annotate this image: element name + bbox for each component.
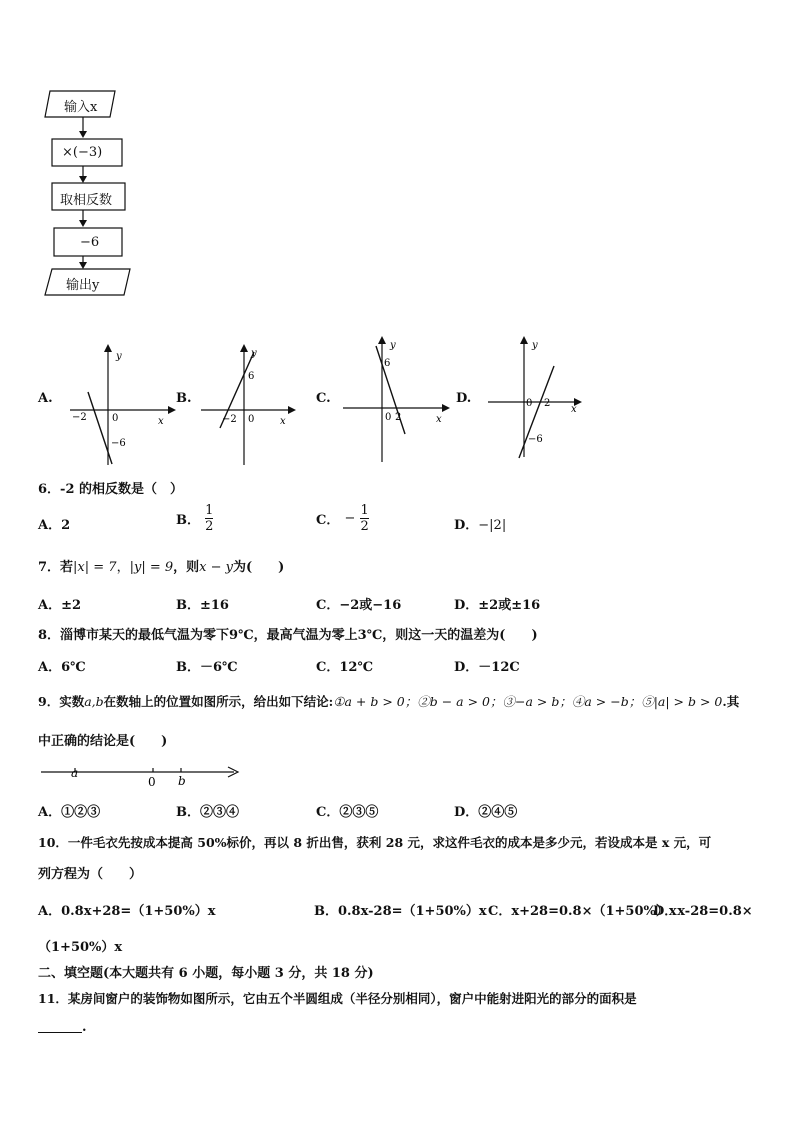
graph-c-y-label: y [390, 340, 396, 351]
q7-stem [38, 556, 284, 575]
graph-d-svg [486, 332, 591, 467]
q10-option-a: A．0.8x+28=（1+50%）x [38, 904, 216, 919]
q8-option-b: B．－6℃ [176, 660, 238, 675]
graph-b-origin: 0 [248, 414, 255, 425]
q6-option-c [316, 503, 369, 534]
q7-option-d: D．±2或±16 [454, 598, 541, 613]
graph-c-origin: 0 [385, 412, 392, 423]
q6-option-b [176, 503, 213, 534]
q9-conclusion-2: ②b − a > 0； [417, 694, 503, 709]
number-line-b: b [178, 774, 186, 788]
graph-b-x-label: x [280, 416, 286, 427]
graph-d-x-intercept: 2 [544, 398, 551, 409]
number-line-a: a [71, 766, 79, 780]
q7-stem-suffix: 为( ) [233, 560, 285, 575]
q10-option-b: B．0.8x-28=（1+50%）x [314, 904, 487, 919]
fraction-denominator: 2 [360, 519, 369, 534]
number-line-zero: 0 [148, 775, 156, 789]
q7-option-a: A．±2 [38, 598, 82, 613]
q7-option-c: C．−2或−16 [316, 598, 402, 613]
flowchart-multiply-step: ×(−3) [62, 145, 103, 160]
q9-conclusion-4: ④a > −b； [571, 694, 642, 709]
q9-prefix: 9．实数 [38, 694, 85, 709]
q6-option-d-letter: D． [454, 518, 479, 533]
flowchart-opposite-step: 取相反数 [60, 193, 113, 208]
graph-c-x-intercept: 2 [395, 412, 402, 423]
q9-option-a: A．①②③ [38, 805, 101, 820]
q10-option-d: D．x-28=0.8× [653, 904, 753, 919]
q8-stem: 8．淄博市某天的最低气温为零下9℃，最高气温为零上3℃，则这一天的温差为( ) [38, 628, 538, 643]
q9-description: 在数轴上的位置如图所示，给出如下结论: [103, 694, 334, 709]
graph-d-origin: 0 [526, 398, 533, 409]
q6-option-d-expression: −|2| [478, 518, 507, 533]
fraction-numerator: 1 [205, 503, 214, 518]
number-line-svg [38, 762, 248, 790]
graph-option-b [196, 340, 306, 470]
q9-option-b: B．②③④ [176, 805, 239, 820]
q9-option-d: D．②④⑤ [454, 805, 518, 820]
q10-stem-line1: 10．一件毛衣先按成本提高 50%标价，再以 8 折出售，获利 28 元，求这件毛衣的成本是多少元，若设成本是 x 元，可 [38, 835, 712, 850]
fraction-numerator: 1 [360, 503, 369, 518]
q11-blank-period: . [82, 1020, 87, 1035]
q6-option-c-letter: C． [316, 513, 340, 528]
graph-d-y-intercept: −6 [528, 434, 543, 445]
q9-stem-line2: 中正确的结论是( ) [38, 734, 168, 749]
q9-end: .其 [722, 694, 740, 709]
option-d-label: D. [456, 391, 472, 406]
q6-option-b-letter: B． [176, 513, 200, 528]
graph-option-a [60, 340, 180, 470]
q7-option-b: B．±16 [176, 598, 229, 613]
q6-option-a: A．2 [38, 518, 71, 533]
graph-a-x-label: x [158, 416, 164, 427]
q10-option-c: C．x+28=0.8×（1+50%）x [488, 904, 677, 919]
q7-expression: x − y [199, 560, 233, 575]
flowchart [40, 85, 150, 300]
graph-a-y-label: y [116, 351, 122, 362]
graph-b-svg [196, 340, 306, 470]
graph-a-svg [60, 340, 180, 470]
graph-a-y-intercept: −6 [111, 438, 126, 449]
q6-stem: 6．-2 的相反数是（ ） [38, 482, 184, 497]
graph-c-y-intercept: 6 [384, 358, 391, 369]
q9-conclusion-3: ③−a > b； [502, 694, 572, 709]
q6-option-b-fraction [205, 503, 213, 534]
graph-d-y-label: y [532, 340, 538, 351]
q7-stem-prefix: 7．若 [38, 560, 74, 575]
option-a-label: A. [38, 391, 53, 406]
graph-d-x-label: x [571, 404, 577, 415]
q7-separator: ， [116, 560, 130, 575]
q9-number-line [38, 762, 248, 790]
q8-option-a: A．6℃ [38, 660, 86, 675]
q7-abs-y: |y| = 9 [129, 560, 174, 575]
q7-stem-mid: ，则 [173, 560, 200, 575]
q6-option-c-sign: − [344, 511, 356, 526]
graph-b-x-intercept: −2 [222, 414, 237, 425]
q9-option-c: C．②③⑤ [316, 805, 379, 820]
q11-answer-blank[interactable] [38, 1030, 82, 1033]
section-heading: 二、填空题(本大题共有 6 小题，每小题 3 分，共 18 分) [38, 966, 374, 981]
option-c-label: C. [316, 391, 331, 406]
q9-variables: a,b [84, 694, 104, 709]
q7-abs-x: |x| = 7 [73, 560, 117, 575]
graph-b-y-intercept: 6 [248, 371, 255, 382]
graph-option-c [338, 332, 456, 467]
graph-b-y-label: y [251, 348, 257, 359]
q11-stem: 11．某房间窗户的装饰物如图所示，它由五个半圆组成（半径分别相同），窗户中能射进阳光的部分的面积是 [38, 991, 637, 1006]
q6-option-c-fraction [360, 503, 368, 534]
graph-option-d [486, 332, 591, 467]
q10-option-d-continued: （1+50%）x [38, 940, 123, 955]
fraction-denominator: 2 [205, 519, 214, 534]
graph-a-origin: 0 [112, 413, 119, 424]
q8-option-c: C．12℃ [316, 660, 374, 675]
flowchart-input: 输入x [64, 100, 98, 115]
option-b-label: B. [176, 391, 192, 406]
flowchart-subtract-step: −6 [80, 235, 100, 250]
q9-stem-line1 [38, 692, 739, 710]
q6-option-d [454, 514, 506, 533]
graph-c-x-label: x [436, 414, 442, 425]
graph-c-svg [338, 332, 456, 467]
flowchart-output: 输出y [66, 278, 100, 293]
graph-a-x-intercept: −2 [72, 412, 87, 423]
q8-option-d: D．－12C [454, 660, 520, 675]
q10-stem-line2: 列方程为（ ） [38, 867, 143, 882]
q9-conclusion-1: ①a + b > 0； [333, 694, 418, 709]
q9-conclusion-5: ⑤|a| > b > 0 [641, 694, 723, 709]
